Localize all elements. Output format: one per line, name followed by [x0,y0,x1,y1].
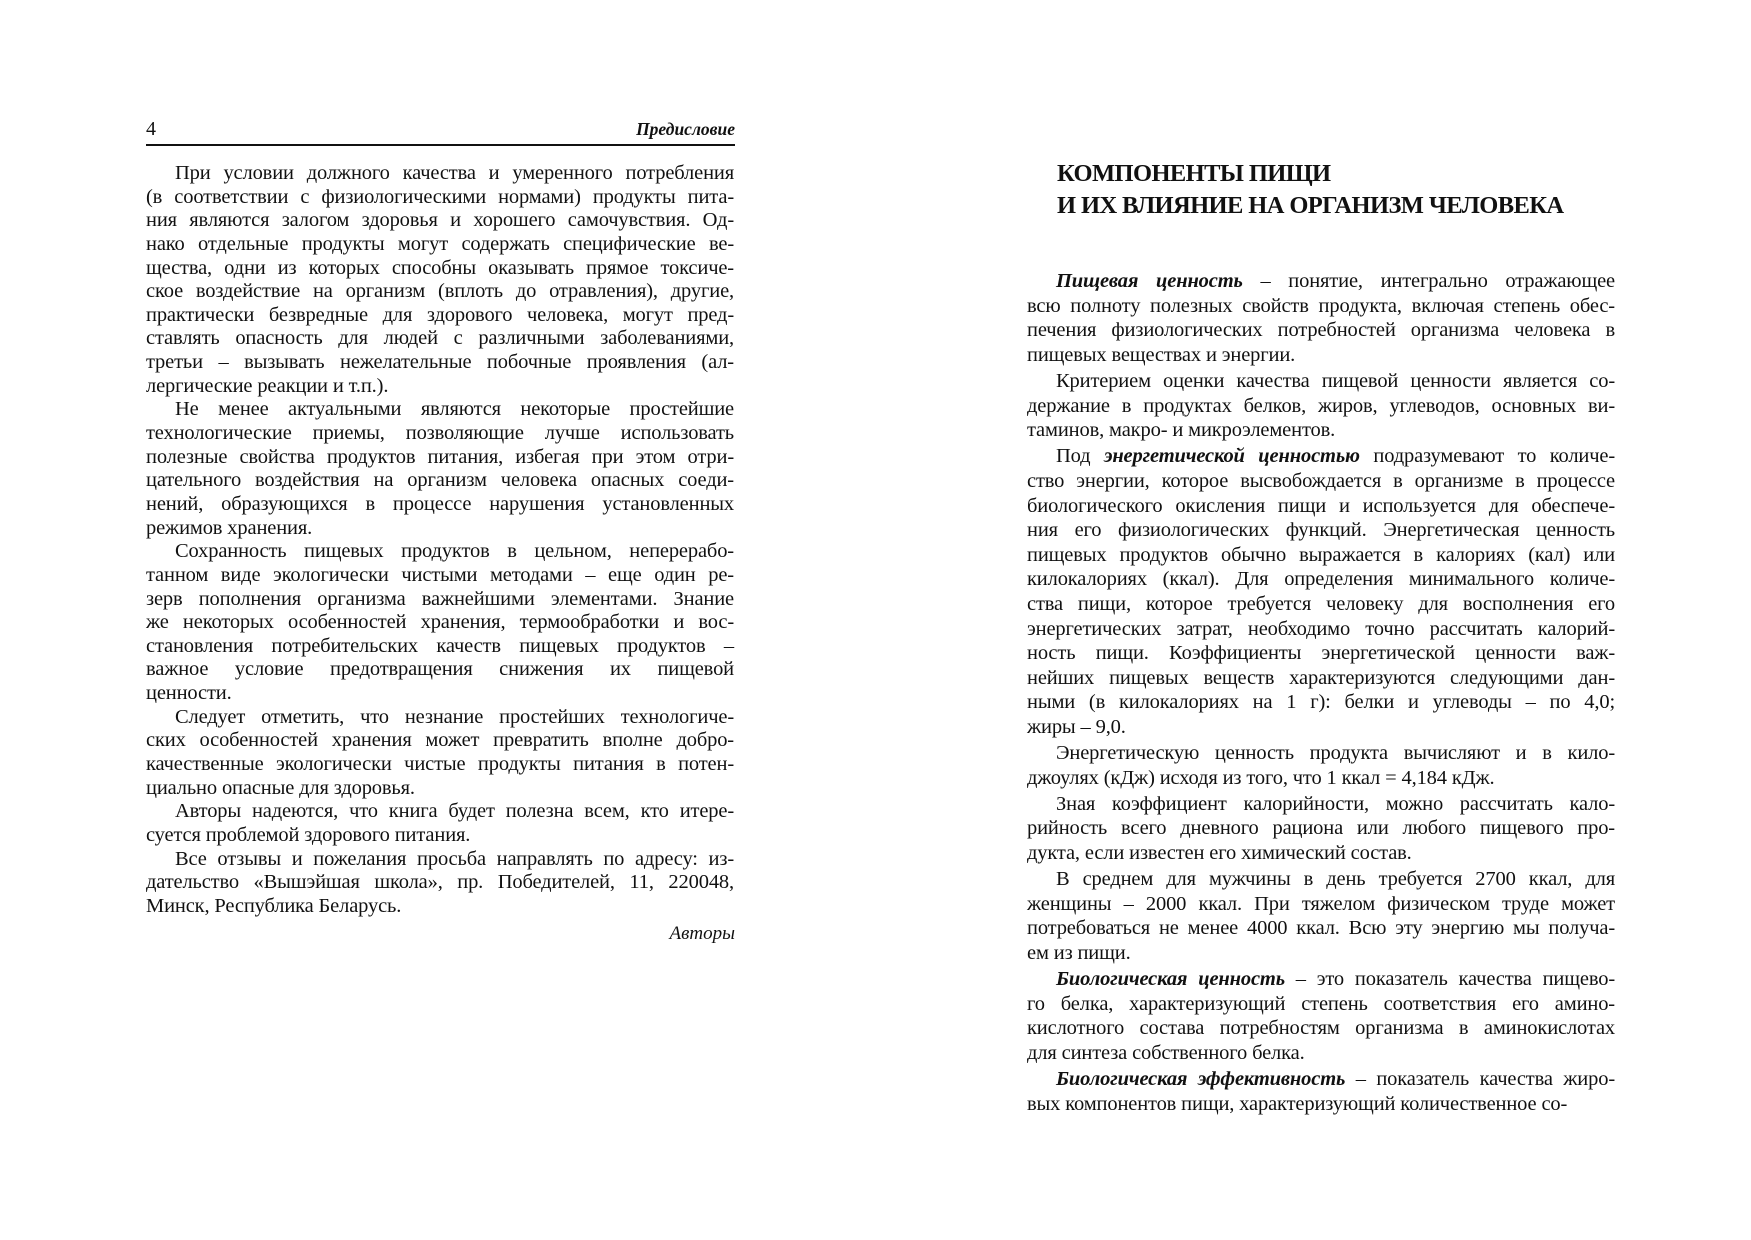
text-line: таминов, макро- и микроэлементов. [1027,419,1336,442]
paragraph [1027,1067,1615,1116]
text-line: всю полноту полезных свойств продукта, включая степень обес- [1027,294,1615,317]
text-line: рийность всего дневного рациона или любого пищевого про- [1027,817,1615,840]
text-line: зерв пополнения организма важнейшими элементами. Знание [146,587,734,610]
text-line: ских особенностей хранения может превратить вполне добро- [146,729,734,752]
paragraph [146,162,734,398]
chapter-title [1057,158,1564,222]
text-line [1027,967,1615,992]
text-line: качественные экологически чистые продукты питания в потен- [146,753,734,776]
text-line: нений, образующихся в процессе нарушения установленных [146,492,734,515]
text-line: ния являются залогом здоровья и хорошего самочувствия. Од- [146,209,734,232]
paragraph [1027,741,1615,790]
text-line: циально опасные для здоровья. [146,776,415,799]
text-line: печения физиологических потребностей организма человека в [1027,319,1615,342]
text-line: Минск, Республика Беларусь. [146,894,402,917]
text-line: третьи – вызывать нежелательные побочные проявления (ал- [146,351,734,374]
text-line: для синтеза собственного белка. [1027,1041,1305,1064]
text-line: дательство «Вышэйшая школа», пр. Победителей, 11, 220048, [146,871,734,894]
paragraph [146,398,734,540]
text-line: ем из пищи. [1027,942,1131,964]
text-line: потребоваться не менее 4000 ккал. Всю эту энергию мы получа- [1027,917,1615,940]
text-line: жиры – 9,0. [1027,715,1126,738]
text-line: щества, одни из которых способны оказывать прямое токсиче- [146,256,734,279]
text-line: джоулях (кДж) исходя из того, что 1 ккал = 4,184 кДж. [1027,766,1495,789]
paragraph [1027,269,1615,367]
paragraph [146,540,734,705]
text-line: го белка, характеризующий степень соответствия его амино- [1027,992,1615,1015]
term: Биологическая эффективность [1056,1068,1346,1091]
running-head: Предисловие [636,119,735,139]
text-line: пищевых веществах и энергии. [1027,343,1296,366]
text-line: режимов хранения. [146,516,313,539]
text-line: ценности. [146,682,232,705]
text-line: Критерием оценки качества пищевой ценности является со- [1056,369,1615,392]
text-line: становления потребительских качеств пищевых продуктов – [146,634,734,657]
text-line: ства пищи, которое требуется человеку для восполнения его [1027,592,1615,615]
text-line: В среднем для мужчины в день требуется 2700 ккал, для [1056,868,1615,891]
text-line: ство энергии, которое высвобождается в организме в процессе [1027,469,1615,492]
chapter-title-line: КОМПОНЕНТЫ ПИЩИ [1057,160,1331,187]
paragraph [146,706,734,801]
text-line: ность пищи. Коэффициенты энергетической ценности важ- [1027,642,1615,665]
text-line: ными (в килокалориях на 1 г): белки и углеводы – по 4,0; [1027,691,1615,714]
text-line: полезные свойства продуктов питания, избегая при этом отри- [146,445,734,468]
text-line: лергические реакции и т.п.). [146,374,389,397]
text-line: При условии должного качества и умеренного потребления [175,162,734,184]
text-line: (в соответствии с физиологическими нормами) продукты пита- [146,185,734,208]
text-line [1027,269,1615,294]
text-line: ское воздействие на организм (вплоть до отравления), другие, [146,280,734,303]
text-line: Следует отметить, что незнание простейших технологиче- [175,705,734,728]
text-line: нако отдельные продукты могут содержать специфические ве- [146,232,734,255]
text-line: практически безвредные для здорового человека, могут пред- [146,303,734,326]
text-line: Авторы надеются, что книга будет полезна всем, кто итере- [175,800,734,823]
text-line: суется проблемой здорового питания. [146,823,471,846]
text-line: энергетических затрат, необходимо точно рассчитать калорий- [1027,617,1615,640]
preface-body [146,162,734,919]
text-segment: подразумевают то количе- [1359,445,1616,468]
text-segment: – понятие, интегрально отражающее [1242,270,1615,292]
text-line: цательного воздействия на организм человека опасных соеди- [146,469,734,492]
text-line: пищевых продуктов обычно выражается в калориях (кал) или [1027,543,1615,566]
text-line: биологического окисления пищи и используется для обеспече- [1027,494,1615,517]
header-rule [146,144,735,146]
paragraph [1027,967,1615,1065]
text-segment: – показатель качества жиро- [1345,1068,1615,1091]
text-line: кислотного состава потребностям организма в аминокислотах [1027,1017,1615,1040]
text-segment: Под [1056,445,1104,468]
text-line: Энергетическую ценность продукта вычисляют и в кило- [1056,742,1615,765]
text-line: важное условие предотвращения снижения их пищевой [146,658,734,681]
text-segment: – это показатель качества пищево- [1284,968,1616,991]
text-line: ставлять опасность для людей с различными заболеваниями, [146,327,734,350]
text-line: ния его физиологических функций. Энергетическая ценность [1027,519,1615,542]
text-line: Сохранность пищевых продуктов в цельном, неперерабо- [175,540,734,563]
text-line: вых компонентов пищи, характеризующий количественное со- [1027,1092,1568,1115]
text-line: Не менее актуальными являются некоторые простейшие [175,398,734,421]
text-line: женщины – 2000 ккал. При тяжелом физическом труде может [1027,892,1615,915]
chapter-title-line: И ИХ ВЛИЯНИЕ НА ОРГАНИЗМ ЧЕЛОВЕКА [1057,192,1564,219]
page-number: 4 [146,118,156,140]
text-line: дукта, если известен его химический состав. [1027,842,1412,865]
term: энергетической ценностью [1103,445,1360,468]
text-line: килокалориях (ккал). Для определения минимального количе- [1027,568,1615,591]
text-line: держание в продуктах белков, жиров, углеводов, основных ви- [1027,394,1615,417]
paragraph [1027,867,1615,965]
chapter-body [1027,269,1615,1118]
term: Пищевая ценность [1056,270,1243,292]
text-line: же некоторых особенностей хранения, термообработки и вос- [146,611,734,634]
paragraph [146,800,734,847]
text-line: танном виде экологически чистыми методами – еще один ре- [146,563,734,586]
text-line: технологические приемы, позволяющие лучше использовать [146,422,734,445]
paragraph [1027,792,1615,866]
signature: Авторы [669,923,735,944]
text-line [1027,444,1615,469]
text-line: Зная коэффициент калорийности, можно рассчитать кало- [1056,792,1615,815]
text-line: нейших пищевых веществ характеризуются следующими дан- [1027,666,1615,689]
paragraph [146,848,734,919]
text-line [1027,1067,1615,1092]
paragraph [1027,444,1615,739]
term: Биологическая ценность [1056,968,1285,991]
paragraph [1027,369,1615,443]
text-line: Все отзывы и пожелания просьба направлять по адресу: из- [175,847,734,870]
